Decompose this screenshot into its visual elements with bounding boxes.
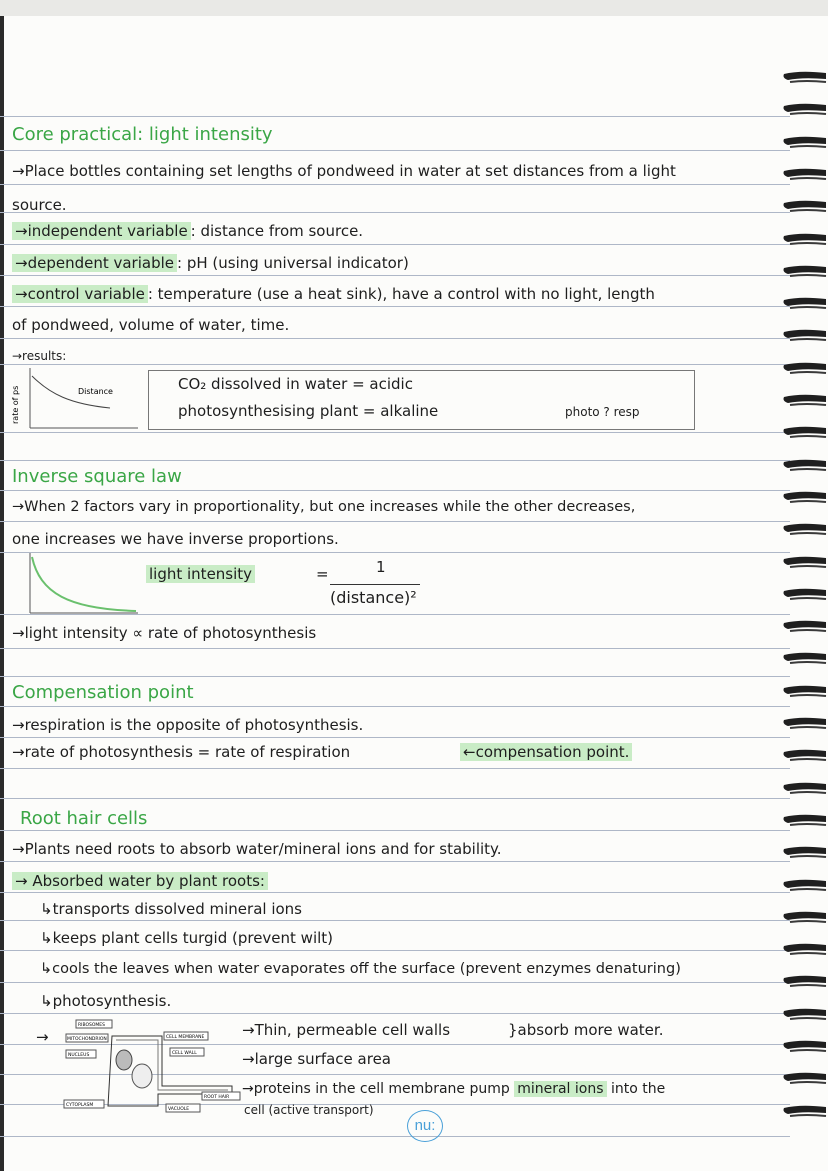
spiral-ring xyxy=(780,746,828,766)
spiral-ring xyxy=(780,1102,828,1122)
label-vacuole: VACUOLE xyxy=(168,1107,190,1112)
ruled-line xyxy=(0,275,790,276)
results-note: photosynthesising plant = alkaline xyxy=(178,402,439,420)
results-note: CO₂ dissolved in water = acidic xyxy=(178,375,413,393)
root-hair-cell-diagram xyxy=(62,1016,242,1116)
spiral-ring xyxy=(780,649,828,669)
highlight-cv: →control variable xyxy=(12,285,148,303)
cv-text: : temperature (use a heat sink), have a control with no light, length xyxy=(147,285,655,303)
spiral-ring xyxy=(780,811,828,831)
label-root-hair: ROOT HAIR xyxy=(204,1095,230,1100)
label-nucleus: NUCLEUS xyxy=(68,1053,90,1058)
spiral-ring xyxy=(780,876,828,896)
text-line xyxy=(12,254,409,272)
spiral-ring xyxy=(780,456,828,476)
heading-core-practical: Core practical: light intensity xyxy=(12,124,273,145)
ruled-line xyxy=(0,1136,790,1137)
highlight-mineral-ions: mineral ions xyxy=(514,1081,606,1097)
spiral-ring xyxy=(780,197,828,217)
spiral-ring xyxy=(780,326,828,346)
ruled-line xyxy=(0,244,790,245)
text-line: →Plants need roots to absorb water/mineral ions and for stability. xyxy=(12,840,502,858)
spiral-ring xyxy=(780,682,828,702)
ruled-line xyxy=(0,648,790,649)
page-left-edge xyxy=(0,16,4,1171)
feature-line: →large surface area xyxy=(242,1050,392,1068)
ruled-line xyxy=(0,1013,790,1014)
spiral-ring xyxy=(780,779,828,799)
label-mitochondrion: MITOCHONDRION xyxy=(67,1037,107,1042)
text-line: →light intensity ∝ rate of photosynthesis xyxy=(12,624,317,642)
label-ribosomes: RIBOSOMES xyxy=(78,1023,105,1028)
ruled-line xyxy=(0,861,790,862)
ruled-line xyxy=(0,338,790,339)
spiral-ring xyxy=(780,100,828,120)
feature-line: →Thin, permeable cell walls xyxy=(242,1021,451,1039)
dv-text: : pH (using universal indicator) xyxy=(177,254,409,272)
feature-line xyxy=(242,1081,665,1097)
diagram-arrow: → xyxy=(36,1028,49,1046)
ruled-line xyxy=(0,950,790,951)
spiral-ring xyxy=(780,423,828,443)
text-line: →When 2 factors vary in proportionality, but one increases while the other decreases, xyxy=(12,499,636,515)
bullet-line: ↳cools the leaves when water evaporates off the surface (prevent enzymes denaturing) xyxy=(40,961,681,977)
formula-numerator: 1 xyxy=(376,558,386,576)
highlight-dv: →dependent variable xyxy=(12,254,177,272)
text-line: one increases we have inverse proportions. xyxy=(12,530,339,548)
highlight-iv: →independent variable xyxy=(12,222,191,240)
spiral-ring xyxy=(780,488,828,508)
compensation-note xyxy=(460,743,632,761)
ruled-line xyxy=(0,184,790,185)
text-line: →rate of photosynthesis = rate of respiration xyxy=(12,743,351,761)
results-note: photo ? resp xyxy=(565,405,640,419)
heading-root-hair-cells: Root hair cells xyxy=(20,808,148,829)
spiral-ring xyxy=(780,262,828,282)
bullet-line: ↳keeps plant cells turgid (prevent wilt) xyxy=(40,929,334,947)
brace-note: }absorb more water. xyxy=(508,1021,664,1039)
ruled-line xyxy=(0,830,790,831)
ruled-line xyxy=(0,116,790,117)
ruled-line xyxy=(0,706,790,707)
ruled-line xyxy=(0,676,790,677)
fraction-bar xyxy=(330,584,420,585)
text-line: of pondweed, volume of water, time. xyxy=(12,316,290,334)
spiral-ring xyxy=(780,230,828,250)
highlight-light-intensity: light intensity xyxy=(146,565,255,583)
ruled-line xyxy=(0,892,790,893)
spiral-ring xyxy=(780,585,828,605)
spiral-ring xyxy=(780,68,828,88)
spiral-ring xyxy=(780,1037,828,1057)
spiral-ring xyxy=(780,1005,828,1025)
inverse-graph xyxy=(28,553,140,615)
formula-denominator: (distance)² xyxy=(330,588,417,607)
ruled-line xyxy=(0,798,790,799)
spiral-ring xyxy=(780,133,828,153)
spiral-ring xyxy=(780,843,828,863)
ruled-line xyxy=(0,432,790,433)
ruled-line xyxy=(0,920,790,921)
bullet-line: ↳transports dissolved mineral ions xyxy=(40,900,302,918)
nu-logo: nu: xyxy=(407,1110,443,1142)
spiral-ring xyxy=(780,359,828,379)
text-line: →Place bottles containing set lengths of pondweed in water at set distances from a light xyxy=(12,162,676,180)
heading-compensation-point: Compensation point xyxy=(12,682,194,703)
label-cell-membrane: CELL MEMBRANE xyxy=(166,1035,205,1040)
text-line xyxy=(12,285,655,303)
highlight-absorbed-water: → Absorbed water by plant roots: xyxy=(12,872,268,890)
heading-inverse-square-law: Inverse square law xyxy=(12,466,182,487)
iv-text: : distance from source. xyxy=(190,222,364,240)
spiral-ring xyxy=(780,165,828,185)
text-line: →results: xyxy=(12,349,67,363)
bullet-line: ↳photosynthesis. xyxy=(40,992,172,1010)
ruled-line xyxy=(0,150,790,151)
text-line: →respiration is the opposite of photosynthesis. xyxy=(12,716,364,734)
label-cytoplasm: CYTOPLASM xyxy=(66,1103,94,1108)
feature-text: →proteins in the cell membrane pump xyxy=(242,1081,510,1097)
spiral-ring xyxy=(780,553,828,573)
spiral-ring xyxy=(780,972,828,992)
graph-ylabel: rate of ps xyxy=(11,385,20,424)
spiral-ring xyxy=(780,1069,828,1089)
spiral-ring xyxy=(780,940,828,960)
ruled-line xyxy=(0,521,790,522)
ruled-line xyxy=(0,460,790,461)
spiral-ring xyxy=(780,617,828,637)
spiral-ring xyxy=(780,520,828,540)
text-line: source. xyxy=(12,196,67,214)
text-line xyxy=(12,872,268,890)
feature-line: cell (active transport) xyxy=(244,1103,374,1117)
spiral-ring xyxy=(780,294,828,314)
graph-xlabel: Distance xyxy=(78,387,113,396)
ruled-line xyxy=(0,212,790,213)
results-graph xyxy=(10,364,140,432)
label-cell-wall: CELL WALL xyxy=(172,1051,197,1056)
highlight-compensation-point: ←compensation point. xyxy=(460,743,632,761)
spiral-ring xyxy=(780,714,828,734)
spiral-ring xyxy=(780,908,828,928)
formula-eq: = xyxy=(316,565,329,583)
ruled-line xyxy=(0,490,790,491)
ruled-line xyxy=(0,768,790,769)
feature-text: into the xyxy=(610,1081,666,1097)
ruled-line xyxy=(0,306,790,307)
ruled-line xyxy=(0,982,790,983)
spiral-ring xyxy=(780,391,828,411)
formula-left xyxy=(146,565,255,583)
ruled-line xyxy=(0,737,790,738)
text-line xyxy=(12,222,363,240)
